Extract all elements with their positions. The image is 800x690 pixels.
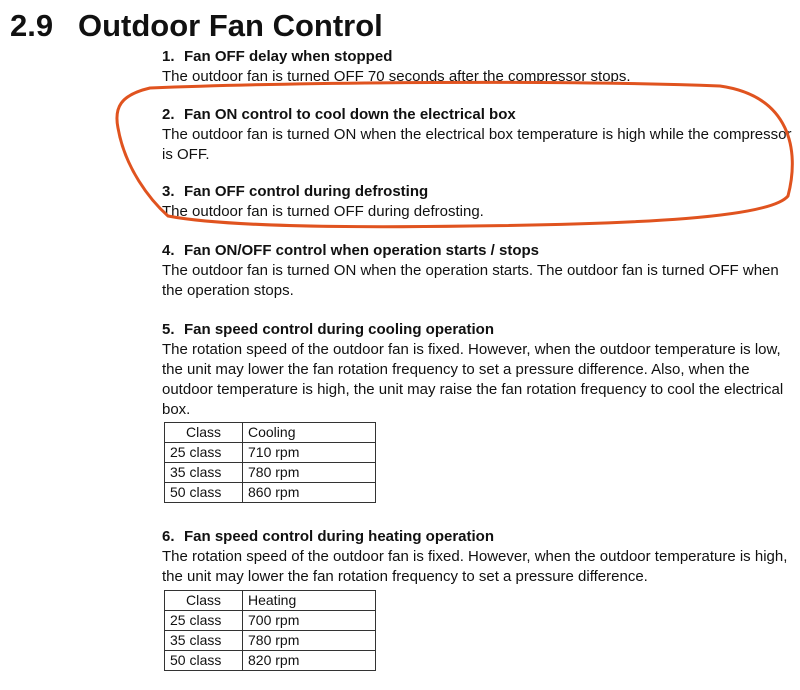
item-heading-text: Fan ON/OFF control when operation starts / stops — [184, 242, 540, 259]
item-heading-text: Fan OFF control during defrosting — [184, 183, 429, 200]
section-title: Outdoor Fan Control — [78, 8, 383, 43]
table-cell: 35 class — [165, 463, 243, 483]
item-number: 4. — [162, 242, 175, 259]
item-heading — [162, 47, 792, 67]
item-heading — [162, 320, 792, 340]
section-header — [10, 8, 383, 48]
table-cell: 710 rpm — [243, 443, 376, 463]
table-row — [165, 463, 376, 483]
item-heading — [162, 241, 792, 261]
item-heading-text: Fan speed control during cooling operation — [184, 321, 495, 338]
item-5 — [162, 320, 792, 420]
table-cell: 820 rpm — [243, 651, 376, 671]
item-heading — [162, 182, 792, 202]
table-cell: 860 rpm — [243, 483, 376, 503]
table-header-cell: Class — [165, 591, 243, 611]
item-body: The rotation speed of the outdoor fan is fixed. However, when the outdoor temperature is low, the unit may lower the fan rotation frequency to set a pressure difference. Also, when the outdoor temperature is high, the unit may raise the fan rotation frequency to cool the electrical box. — [162, 341, 784, 418]
item-number: 2. — [162, 106, 175, 123]
item-2 — [162, 105, 792, 165]
item-number: 1. — [162, 48, 175, 65]
cooling-speed-table — [164, 422, 376, 503]
table-cell: 25 class — [165, 443, 243, 463]
item-body: The rotation speed of the outdoor fan is fixed. However, when the outdoor temperature is high, the unit may lower the fan rotation frequency to set a pressure difference. — [162, 548, 788, 585]
table-cell: 50 class — [165, 483, 243, 503]
item-number: 6. — [162, 528, 175, 545]
table-cell: 50 class — [165, 651, 243, 671]
table-cell: 35 class — [165, 631, 243, 651]
item-number: 5. — [162, 321, 175, 338]
item-heading-text: Fan ON control to cool down the electrical box — [184, 106, 516, 123]
table-row — [165, 651, 376, 671]
section-number: 2.9 — [10, 8, 54, 43]
item-heading-text: Fan speed control during heating operation — [184, 528, 495, 545]
item-heading-text: Fan OFF delay when stopped — [184, 48, 393, 65]
item-body: The outdoor fan is turned OFF during defrosting. — [162, 203, 484, 220]
table-cell: 780 rpm — [243, 463, 376, 483]
heating-speed-table — [164, 590, 376, 671]
item-body: The outdoor fan is turned ON when the operation starts. The outdoor fan is turned OFF when the operation stops. — [162, 262, 779, 299]
table-row — [165, 611, 376, 631]
item-3 — [162, 182, 792, 222]
table-header-row — [165, 591, 376, 611]
table-header-cell: Cooling — [243, 423, 376, 443]
table-cell: 700 rpm — [243, 611, 376, 631]
table-row — [165, 443, 376, 463]
table-header-row — [165, 423, 376, 443]
item-body: The outdoor fan is turned OFF 70 seconds after the compressor stops. — [162, 68, 631, 85]
item-body: The outdoor fan is turned ON when the electrical box temperature is high while the compressor is OFF. — [162, 126, 792, 163]
table-row — [165, 483, 376, 503]
table-cell: 25 class — [165, 611, 243, 631]
table-cell: 780 rpm — [243, 631, 376, 651]
table-header-cell: Class — [165, 423, 243, 443]
item-1 — [162, 47, 792, 87]
item-number: 3. — [162, 183, 175, 200]
item-6 — [162, 527, 792, 587]
table-row — [165, 631, 376, 651]
table-header-cell: Heating — [243, 591, 376, 611]
item-heading — [162, 105, 792, 125]
item-4 — [162, 241, 792, 301]
item-heading — [162, 527, 792, 547]
